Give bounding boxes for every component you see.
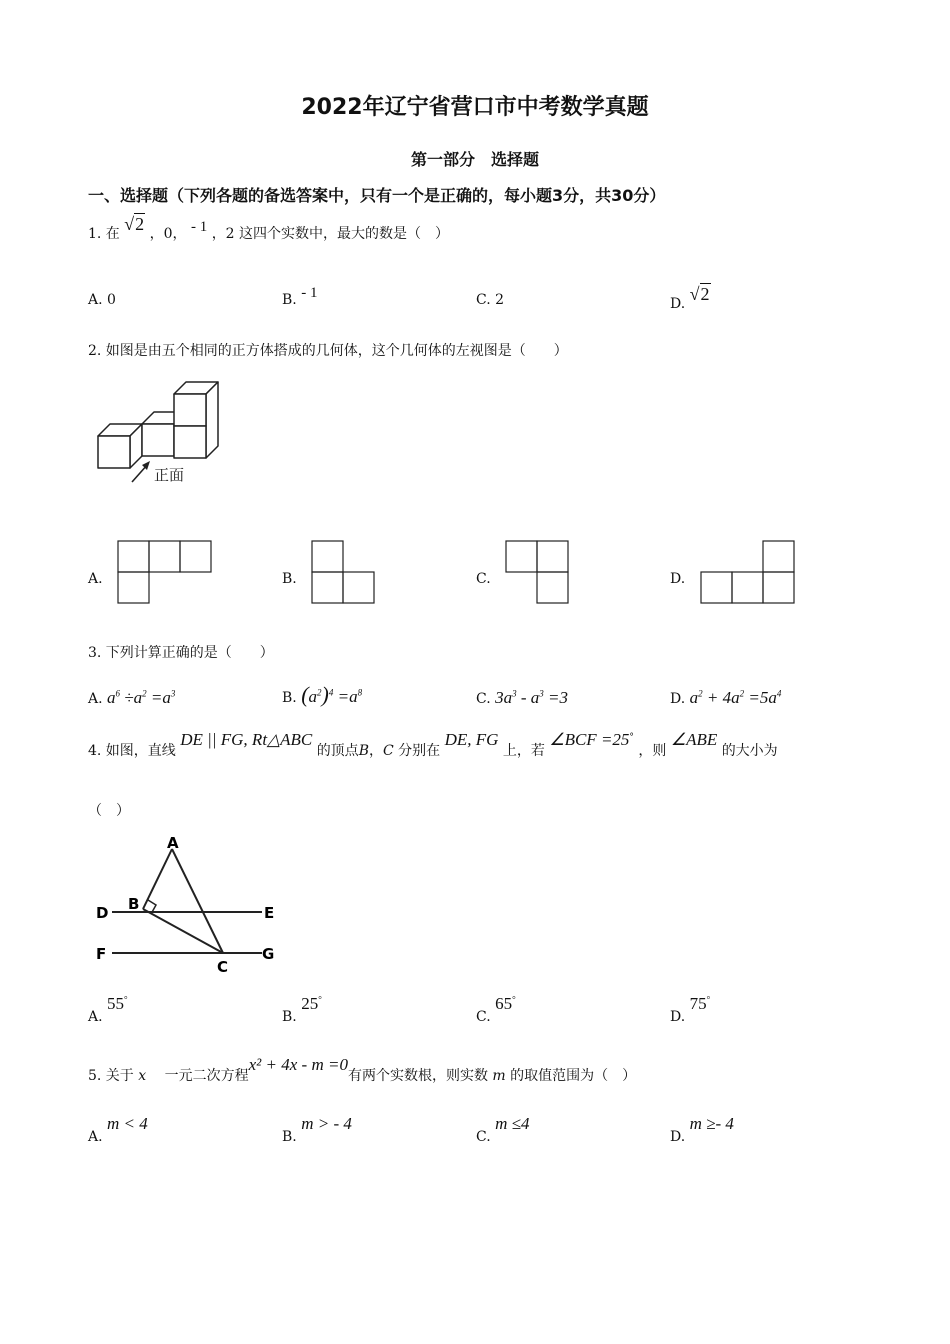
option-label: C. (476, 1009, 491, 1025)
section-heading: 一、选择题（下列各题的备选答案中，只有一个是正确的，每小题3分，共30分） (88, 186, 666, 205)
q1-lead: 1. 在 (88, 226, 120, 242)
q4-text: ， (368, 743, 383, 759)
option-value: 2 (700, 284, 710, 304)
q3-d-expression: $a^2 + 4a^2 =5a^4$ (689, 688, 782, 707)
q3-option-c[interactable] (476, 688, 568, 708)
q2-option-d-view[interactable] (700, 540, 798, 606)
option-label: D. (670, 1009, 686, 1025)
q2-option-b-view[interactable] (311, 540, 379, 606)
label-f: F (96, 945, 107, 963)
option-value: 25 (301, 994, 319, 1013)
q4-option-a[interactable]: A. 55° (88, 994, 128, 1025)
option-label: B. (282, 1129, 297, 1145)
q5-text: 有两个实数根，则实数 (347, 1068, 488, 1084)
option-value: m ≥- 4 (689, 1114, 734, 1133)
q1-option-c[interactable] (476, 292, 504, 308)
q2-option-a-label[interactable]: A. (88, 571, 103, 587)
q5-equation: x² + 4x - m =0 (248, 1055, 348, 1074)
q4-text: 的顶点 (316, 743, 359, 759)
option-value: m < 4 (107, 1114, 148, 1133)
option-label: D. (670, 691, 686, 707)
label-e: E (264, 904, 275, 922)
side-bc (143, 909, 223, 953)
q2-option-a-view[interactable] (117, 540, 215, 606)
option-value: 65 (495, 994, 513, 1013)
label-c: C (217, 958, 229, 976)
q1-tail: ，2 这四个实数中，最大的数是（ ） (211, 226, 450, 242)
q4-lead: 4. 如图，直线 (88, 743, 176, 759)
option-label: A. (88, 1009, 103, 1025)
q5-var-m: m (492, 1068, 506, 1084)
label-a: A (167, 834, 179, 852)
option-value-sqrt: √2 (689, 284, 710, 304)
option-label: C. (476, 292, 491, 308)
q2-option-b-label[interactable]: B. (282, 571, 297, 587)
q4-text: 分别在 (398, 743, 441, 759)
question-4: 4. 如图，直线 DE || FG, Rt△ABC 的顶点B，C 分别在 DE, FG 上，若 ∠BCF =25° ，则 ∠ABE 的大小为 (88, 730, 778, 759)
option-label: C. (476, 691, 491, 707)
question-2: 2. 如图是由五个相同的正方体搭成的几何体，这个几何体的左视图是（ ） (88, 343, 568, 359)
option-label: B. (282, 690, 297, 706)
q3-option-b[interactable] (282, 682, 362, 708)
q4-option-d[interactable]: D. 75° (670, 994, 711, 1025)
label-d: D (96, 904, 109, 922)
q3-b-expression: $(a^2)^4 =a^8$ (301, 682, 363, 707)
q4-expr-lines: DE, FG (444, 730, 499, 749)
side-ac (172, 849, 223, 953)
q4-expr-abe: ∠ABE (670, 730, 718, 749)
page-title: 2022年辽宁省营口市中考数学真题 (301, 95, 649, 120)
q3-option-a[interactable] (88, 688, 175, 708)
label-b: B (128, 895, 140, 913)
q2-cube-figure (92, 378, 252, 490)
q4-expr-angle: ∠BCF =25 (549, 730, 630, 749)
q5-option-d[interactable] (670, 1114, 734, 1146)
q5-option-c[interactable] (476, 1114, 530, 1146)
q3-option-d[interactable] (670, 688, 781, 708)
q5-option-a[interactable] (88, 1114, 148, 1146)
label-g: G (262, 945, 275, 963)
option-label: C. (476, 1129, 491, 1145)
q5-tail: 的取值范围为（ ） (510, 1068, 637, 1084)
q4-text: 上，若 (502, 743, 545, 759)
q2-option-c-label[interactable]: C. (476, 571, 491, 587)
option-label: A. (88, 691, 103, 707)
q2-option-d-label[interactable]: D. (670, 571, 686, 587)
q4-expr-parallel: DE || FG, Rt△ABC (180, 730, 313, 749)
q4-point-c: C (382, 743, 394, 759)
q4-geometry-figure (92, 832, 284, 978)
question-3: 3. 下列计算正确的是（ ） (88, 645, 274, 661)
option-label: B. (282, 292, 297, 308)
q5-var-x: x (138, 1068, 147, 1084)
q3-c-expression: $3a^3 - a^3 =3$ (495, 688, 569, 707)
option-label: A. (88, 292, 103, 308)
q4-point-b: B (358, 743, 369, 759)
option-value: 0 (107, 292, 116, 308)
question-5 (88, 1055, 637, 1085)
front-label: 正面 (154, 466, 185, 484)
option-label: D. (670, 1129, 686, 1145)
question-1 (88, 214, 450, 243)
q5-lead: 5. 关于 (88, 1068, 134, 1084)
q1-sqrt-content: 2 (135, 214, 145, 234)
q5-option-b[interactable] (282, 1114, 352, 1146)
q3-a-expression: $a^6 \div a^2 =a^3$ (107, 688, 176, 707)
q1-option-a[interactable] (88, 292, 116, 308)
option-label: A. (88, 1129, 103, 1145)
q4-tail: 的大小为 (721, 743, 778, 759)
q1-separator: ，0， (149, 226, 187, 242)
q1-sqrt-expression: √2 (124, 214, 145, 234)
q4-option-c[interactable]: C. 65° (476, 994, 516, 1025)
option-label: B. (282, 1009, 297, 1025)
q5-text: 一元二次方程 (164, 1068, 249, 1084)
q2-option-c-view[interactable] (505, 540, 573, 606)
option-value: 2 (495, 292, 505, 308)
option-value: 55 (107, 994, 125, 1013)
option-value: - 1 (301, 285, 318, 301)
option-value: m > - 4 (301, 1114, 352, 1133)
q1-option-d[interactable] (670, 284, 711, 313)
q4-option-b[interactable]: B. 25° (282, 994, 322, 1025)
side-ab (143, 849, 172, 909)
option-value: m ≤4 (495, 1114, 530, 1133)
option-label: D. (670, 296, 686, 312)
q4-text: ，则 (638, 743, 667, 759)
q1-neg-one: - 1 (190, 219, 208, 235)
part-heading: 第一部分 选择题 (410, 150, 539, 169)
q4-answer-paren: （ ） (88, 803, 130, 819)
option-value: 75 (689, 994, 707, 1013)
q1-option-b[interactable] (282, 285, 318, 309)
